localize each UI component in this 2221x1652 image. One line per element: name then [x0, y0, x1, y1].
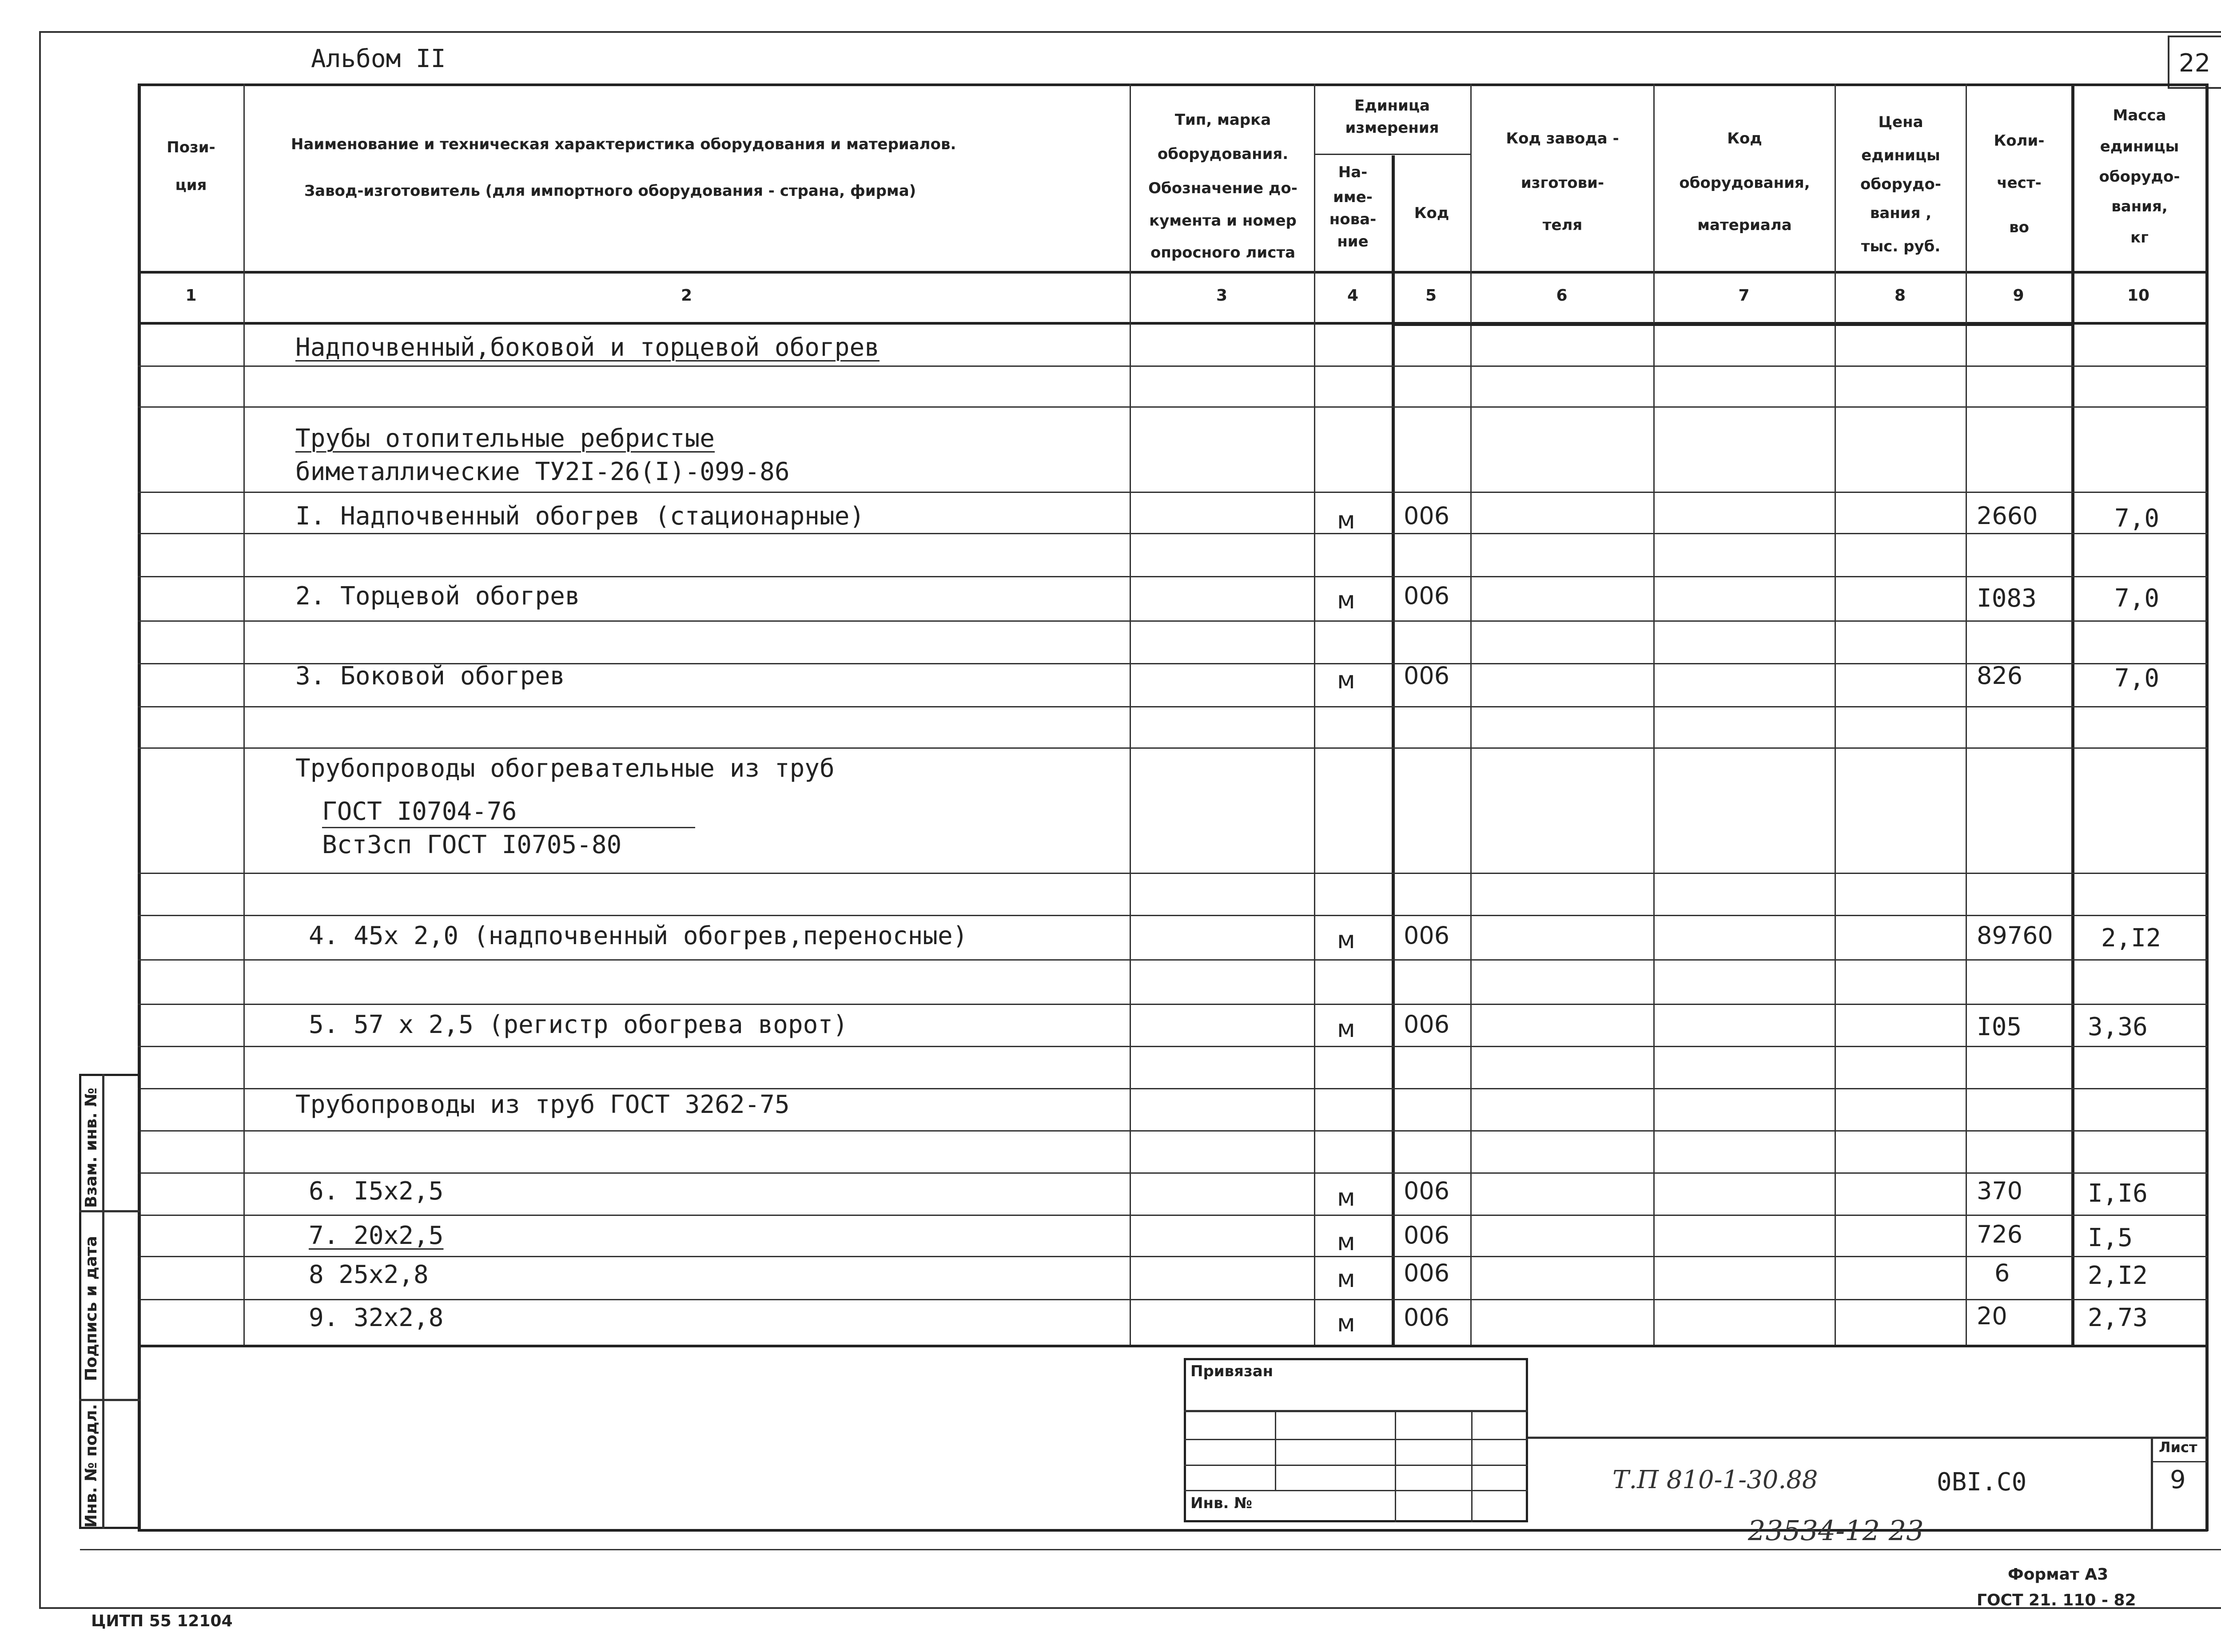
- header-unit-line1: Единица: [1354, 97, 1430, 115]
- header-col2-line1: Наименование и техническая характеристика оборудования и материалов.: [291, 135, 956, 153]
- row-line: [138, 492, 2208, 493]
- col-number-3: 3: [1216, 286, 1228, 305]
- header-col7-line2: оборудования,: [1679, 174, 1810, 192]
- row-code: 006: [1404, 502, 1450, 530]
- row-name: Трубы отопительные ребристые: [295, 424, 715, 453]
- row-name: 9. 32х2,8: [309, 1303, 444, 1332]
- privyazan-col: [1471, 1411, 1473, 1522]
- side-stamp-row-line: [79, 1399, 140, 1401]
- row-line: [138, 1215, 2208, 1216]
- header-col3-line3: Обозначение до-: [1148, 179, 1298, 197]
- header-col6-line2: изготови-: [1520, 174, 1604, 192]
- col-number-9: 9: [2013, 286, 2024, 305]
- row-mass: 7,0: [2114, 664, 2160, 693]
- privyazan-line: [1184, 1490, 1528, 1491]
- row-unit: м: [1337, 1309, 1355, 1337]
- header-col10-line3: оборудо-: [2099, 168, 2180, 186]
- row-code: 006: [1404, 1010, 1450, 1038]
- header-col3-line5: опросного листа: [1150, 244, 1296, 262]
- row-qty: 826: [1977, 662, 2023, 690]
- col-number-6: 6: [1556, 286, 1568, 305]
- row-code: 006: [1404, 662, 1450, 690]
- col-sep-1-2: [243, 83, 245, 1345]
- col-sep-3-4: [1314, 83, 1315, 1345]
- row-unit: м: [1337, 586, 1355, 614]
- header-col4-line3: нова-: [1329, 210, 1377, 228]
- header-col3-line1: Тип, марка: [1174, 111, 1271, 129]
- col-sep-2-3: [1130, 83, 1131, 1345]
- row-qty: 89760: [1977, 921, 2053, 949]
- gost-label: ГОСТ 21. 110 - 82: [1977, 1591, 2136, 1609]
- row-name-gost: ГОСТ I0704-76: [322, 797, 517, 826]
- row-line: [138, 365, 2208, 367]
- row-line: [138, 1046, 2208, 1047]
- col-sep-8-9: [1966, 83, 1967, 1345]
- row-line: [138, 620, 2208, 622]
- row-unit: м: [1337, 1183, 1355, 1211]
- sheet-col-line: [2151, 1437, 2153, 1530]
- row-name: 2. Торцевой обогрев: [295, 582, 580, 611]
- row-unit: м: [1337, 1015, 1355, 1043]
- row-line: [138, 915, 2208, 916]
- side-label-inv-podl: Инв. № подл.: [82, 1404, 100, 1528]
- row-qty: I083: [1977, 584, 2037, 613]
- header-col10-line2: единицы: [2100, 138, 2179, 155]
- row-code: 006: [1404, 1303, 1450, 1331]
- header-col9-line1: Коли-: [1994, 132, 2045, 150]
- header-col3-line4: кумента и номер: [1149, 212, 1297, 230]
- row-line: [138, 873, 2208, 874]
- header-col8-line4: вания ,: [1870, 204, 1932, 222]
- title-block-top-line: [1528, 1437, 2208, 1439]
- header-col4-line4: ние: [1337, 233, 1369, 250]
- row-line: [138, 1088, 2208, 1089]
- side-label-vzam: Взам. инв. №: [82, 1088, 100, 1208]
- privyazan-line: [1184, 1439, 1528, 1440]
- page-number: 22: [2179, 49, 2211, 78]
- section-heading-heating: Надпочвенный,боковой и торцевой обогрев: [295, 333, 880, 362]
- row-name: 7. 20х2,5: [309, 1221, 444, 1250]
- header-col8-line5: тыс. руб.: [1861, 238, 1941, 255]
- row-line: [138, 1172, 2208, 1174]
- col-sep-7-8: [1835, 83, 1836, 1345]
- row-name: Трубопроводы обогревательные из труб: [295, 754, 835, 783]
- col-number-10: 10: [2127, 286, 2150, 305]
- header-col4-line1: На-: [1338, 163, 1368, 181]
- sheet-label: Лист: [2159, 1439, 2197, 1456]
- row-code: 006: [1404, 1259, 1450, 1287]
- header-col5: Код: [1414, 204, 1449, 222]
- row-line: [138, 747, 2208, 749]
- gost-underline: [322, 827, 695, 828]
- header-col9-line2: чест-: [1997, 174, 2042, 192]
- row-name: 5. 57 х 2,5 (регистр обогрева ворот): [309, 1010, 848, 1039]
- body-box-top: [1392, 323, 2074, 326]
- table-top-border: [138, 83, 2208, 86]
- sheet-code: 0BI.C0: [1937, 1468, 2027, 1497]
- row-mass: 2,73: [2088, 1303, 2148, 1332]
- row-qty: 6: [1994, 1259, 2010, 1287]
- header-col9-line3: во: [2009, 218, 2029, 236]
- row-line: [138, 1004, 2208, 1005]
- row-qty: 2660: [1977, 502, 2038, 530]
- header-col1-line1: Пози-: [167, 139, 215, 156]
- row-code: 006: [1404, 582, 1450, 610]
- row-unit: м: [1337, 506, 1355, 534]
- inv-no-label: Инв. №: [1190, 1494, 1253, 1512]
- table-body-bottom: [138, 1345, 2208, 1347]
- col-number-1: 1: [185, 286, 197, 305]
- header-col2-line2: Завод-изготовитель (для импортного оборудования - страна, фирма): [304, 182, 916, 200]
- header-col8-line3: оборудо-: [1860, 175, 1941, 193]
- row-qty: 726: [1977, 1220, 2023, 1248]
- col-number-2: 2: [681, 286, 693, 305]
- row-line: [138, 533, 2208, 534]
- row-name: 3. Боковой обогрев: [295, 662, 565, 691]
- outer-frame-bottom-line: [80, 1549, 2221, 1550]
- header-col8-line2: единицы: [1861, 147, 1940, 164]
- row-code: 006: [1404, 921, 1450, 949]
- row-qty: I05: [1977, 1013, 2022, 1041]
- header-col1-line2: ция: [175, 176, 207, 194]
- row-unit: м: [1337, 926, 1355, 954]
- header-col8-line1: Цена: [1878, 113, 1923, 131]
- row-mass: 7,0: [2114, 504, 2160, 533]
- header-col7-line1: Код: [1727, 130, 1762, 147]
- row-name: биметаллические ТУ2I-26(I)-099-86: [295, 457, 790, 486]
- header-unit-line2: измерения: [1345, 119, 1439, 137]
- col-number-4: 4: [1347, 286, 1359, 305]
- citp-label: ЦИТП 55 12104: [91, 1612, 233, 1630]
- side-stamp-row-line: [79, 1210, 140, 1212]
- sheet-number: 9: [2170, 1465, 2186, 1494]
- row-line: [138, 406, 2208, 408]
- unit-group-divider: [1314, 154, 1470, 155]
- header-col6-line1: Код завода -: [1506, 130, 1619, 147]
- row-mass: 2,I2: [2088, 1261, 2148, 1290]
- col-sep-9-10: [2071, 83, 2074, 1345]
- privyazan-col: [1275, 1411, 1276, 1491]
- header-col10-line4: вания,: [2111, 198, 2168, 215]
- header-col10-line5: кг: [2130, 229, 2149, 246]
- row-line: [138, 1299, 2208, 1300]
- side-label-podpis: Подпись и дата: [82, 1236, 100, 1381]
- row-mass: 7,0: [2114, 584, 2160, 613]
- col-number-8: 8: [1894, 286, 1906, 305]
- row-qty: 370: [1977, 1177, 2023, 1205]
- album-title: Альбом II: [311, 44, 446, 73]
- col-sep-5-6: [1470, 83, 1472, 1345]
- handwritten-number: 23534-12 23: [1748, 1514, 1924, 1547]
- row-mass: I,I6: [2088, 1179, 2148, 1208]
- header-col7-line3: материала: [1697, 216, 1792, 234]
- row-line: [138, 706, 2208, 707]
- side-stamp-divider: [102, 1074, 104, 1529]
- header-bottom-border: [138, 271, 2208, 274]
- privyazan-label: Привязан: [1190, 1362, 1274, 1380]
- header-col10-line1: Масса: [2113, 107, 2166, 124]
- row-name: 8 25х2,8: [309, 1260, 429, 1289]
- row-line: [138, 959, 2208, 961]
- doc-code: Т.П 810-1-30.88: [1612, 1465, 1818, 1494]
- sheet-label-line: [2151, 1461, 2208, 1462]
- privyazan-col: [1395, 1411, 1396, 1522]
- row-name: 6. I5х2,5: [309, 1177, 444, 1206]
- row-unit: м: [1337, 666, 1355, 694]
- row-code: 006: [1404, 1221, 1450, 1249]
- col-sep-4-5: [1392, 155, 1395, 1345]
- header-col3-line2: оборудования.: [1157, 145, 1289, 163]
- row-mass: I,5: [2088, 1223, 2133, 1252]
- row-unit: м: [1337, 1228, 1355, 1256]
- header-col4-line2: име-: [1333, 188, 1373, 206]
- col-sep-6-7: [1653, 83, 1655, 1345]
- row-qty: 20: [1977, 1302, 2007, 1330]
- header-col6-line3: теля: [1542, 216, 1583, 234]
- format-label: Формат А3: [2008, 1565, 2109, 1584]
- row-name: Трубопроводы из труб ГОСТ 3262-75: [295, 1090, 790, 1119]
- row-unit: м: [1337, 1265, 1355, 1293]
- row-line: [138, 1130, 2208, 1132]
- col-number-5: 5: [1425, 286, 1437, 305]
- row-code: 006: [1404, 1177, 1450, 1205]
- row-mass: 3,36: [2088, 1013, 2148, 1041]
- privyazan-line: [1184, 1410, 1528, 1412]
- row-line: [138, 1256, 2208, 1257]
- row-name: ВстЗсп ГОСТ I0705-80: [322, 830, 622, 859]
- row-line: [138, 576, 2208, 577]
- row-name: 4. 45х 2,0 (надпочвенный обогрев,переносные): [309, 921, 968, 950]
- row-name: I. Надпочвенный обогрев (стационарные): [295, 502, 865, 531]
- col-number-7: 7: [1738, 286, 1750, 305]
- row-mass: 2,I2: [2101, 924, 2161, 953]
- privyazan-line: [1184, 1465, 1528, 1466]
- table-right-border: [2205, 83, 2209, 1531]
